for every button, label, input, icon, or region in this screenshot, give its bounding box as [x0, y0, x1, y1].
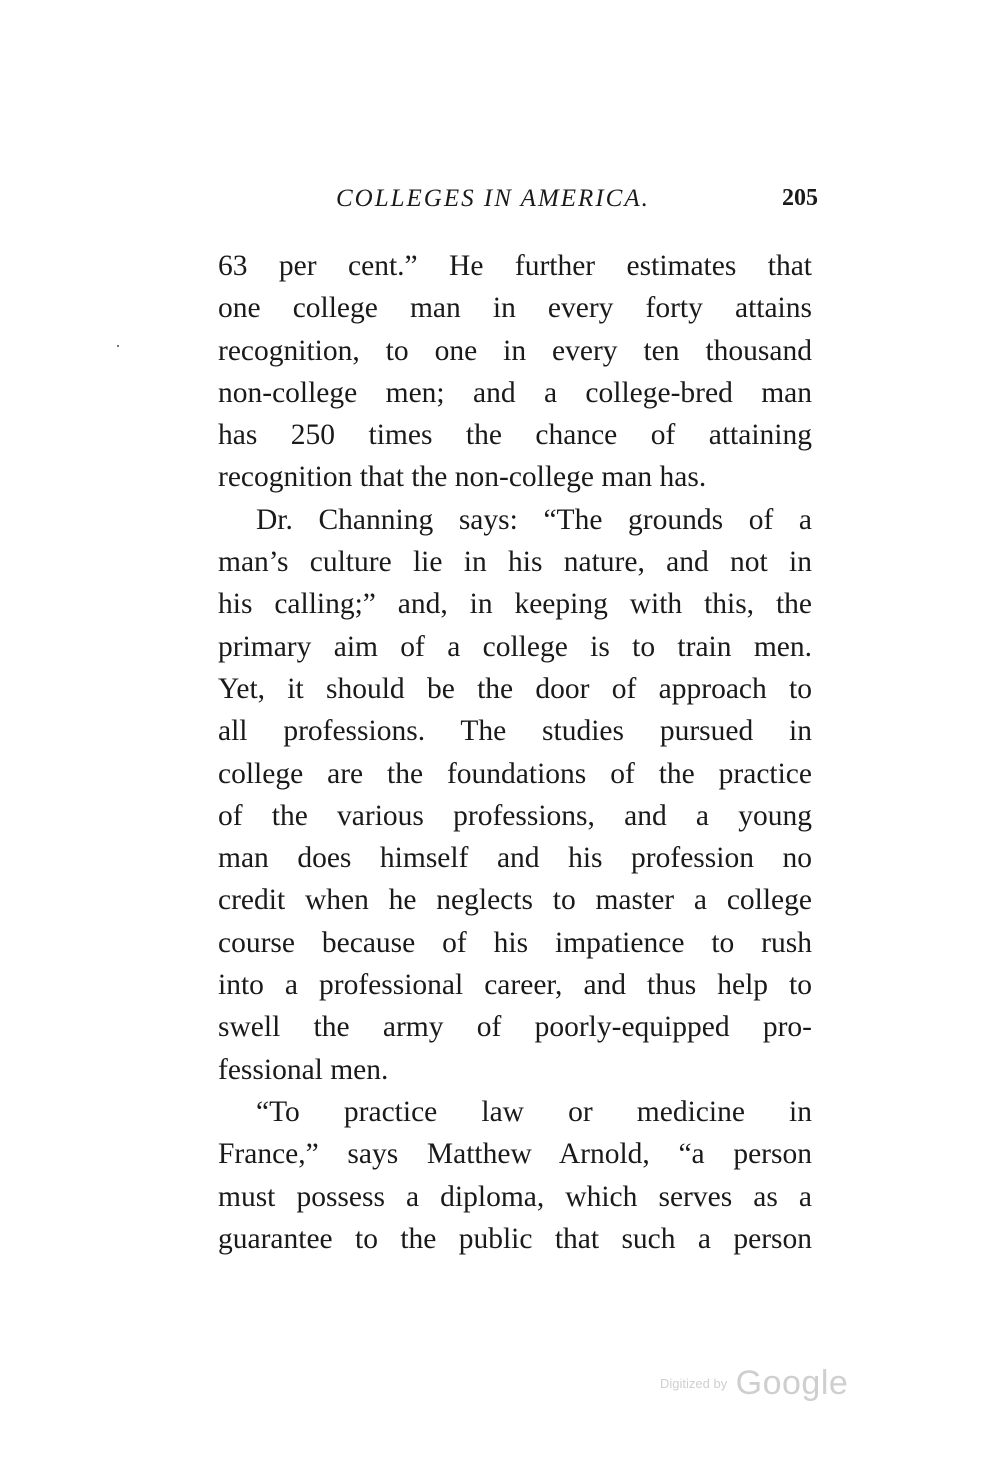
text-line: primary aim of a college is to train men.: [218, 630, 812, 663]
text-line: into a professional career, and thus help to: [218, 969, 812, 1002]
text-line: man does himself and his profession no: [218, 842, 812, 875]
text-line: swell the army of poorly-equipped pro-: [218, 1011, 812, 1044]
text-line: France,” says Matthew Arnold, “a person: [218, 1138, 812, 1171]
running-title: COLLEGES IN AMERICA.: [336, 185, 650, 212]
text-line: guarantee to the public that such a person: [218, 1222, 812, 1255]
text-line: recognition that the non-college man has.: [218, 461, 707, 494]
text-line: college are the foundations of the practice: [218, 757, 812, 790]
text-line: all professions. The studies pursued in: [218, 715, 812, 748]
text-line: of the various professions, and a young: [218, 799, 812, 832]
text-line: 63 per cent.” He further estimates that: [218, 250, 812, 282]
text-line: must possess a diploma, which serves as a: [218, 1180, 812, 1213]
text-line: Yet, it should be the door of approach to: [218, 672, 812, 705]
text-line: one college man in every forty attains: [218, 292, 812, 325]
page-number: 205: [782, 185, 818, 211]
text-line: man’s culture lie in his nature, and not in: [218, 546, 812, 579]
running-head: [218, 185, 818, 225]
watermark-prefix: Digitized by: [660, 1376, 728, 1391]
text-line: Dr. Channing says: “The grounds of a: [256, 503, 812, 536]
text-line: fessional men.: [218, 1053, 389, 1086]
text-line: has 250 times the chance of attaining: [218, 419, 812, 452]
google-logo: Google: [735, 1364, 849, 1402]
body-text: [218, 245, 812, 1260]
digitization-watermark: [660, 1364, 848, 1403]
text-line: non-college men; and a college-bred man: [218, 376, 812, 409]
text-line: course because of his impatience to rush: [218, 926, 812, 959]
scan-speck: [117, 345, 119, 347]
text-line: his calling;” and, in keeping with this, the: [218, 588, 812, 621]
text-line: recognition, to one in every ten thousand: [218, 334, 812, 367]
text-line: credit when he neglects to master a college: [218, 884, 812, 917]
text-line: “To practice law or medicine in: [256, 1095, 812, 1128]
